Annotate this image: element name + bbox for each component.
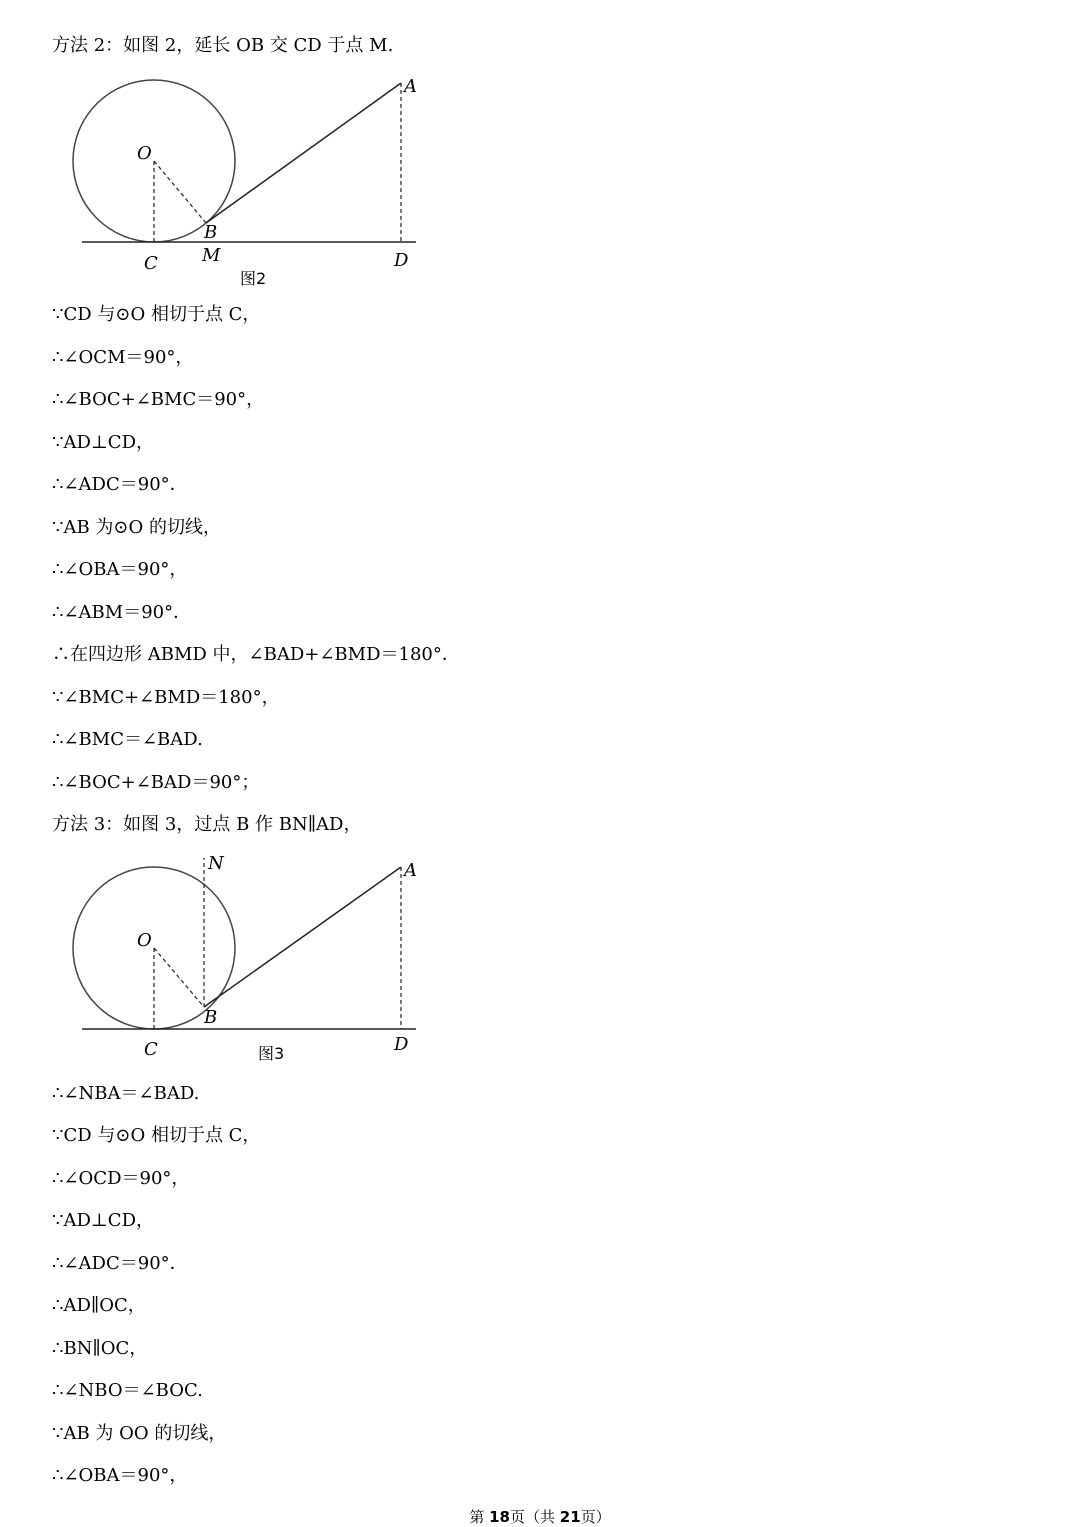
text-line: ∴∠BOC+∠BMC＝90°， bbox=[52, 389, 265, 410]
text-line: ∴∠NBA＝∠BAD. bbox=[52, 1083, 200, 1104]
text-line: ∴BN∥OC， bbox=[52, 1338, 148, 1359]
footer-suffix: 页） bbox=[580, 1508, 611, 1526]
text-line: ∵CD 与⊙O 相切于点 C， bbox=[52, 304, 261, 325]
figure-2 bbox=[50, 70, 422, 290]
label-m: M bbox=[202, 245, 221, 266]
segment-ob bbox=[154, 161, 206, 223]
text-line: ∴∠OCM＝90°， bbox=[52, 347, 194, 368]
label-o: O bbox=[137, 930, 152, 951]
text-line: ∴∠ADC＝90°． bbox=[52, 1253, 188, 1274]
text-line: ∴∠BMC＝∠BAD. bbox=[52, 729, 203, 750]
text-line: ∴∠OBA＝90°， bbox=[52, 1465, 188, 1486]
text-line: ∵AD⊥CD， bbox=[52, 1210, 155, 1231]
text-line: ∵AD⊥CD， bbox=[52, 432, 155, 453]
text-line: ∴∠NBO＝∠BOC. bbox=[52, 1380, 203, 1401]
figure-2-diagram bbox=[50, 70, 422, 290]
figure-3 bbox=[50, 852, 422, 1064]
figure-3-diagram bbox=[50, 852, 422, 1064]
text-line: ∴在四边形 ABMD 中，∠BAD+∠BMD＝180°． bbox=[52, 644, 460, 665]
label-d: D bbox=[394, 1034, 409, 1055]
method2-heading: 方法 2：如图 2，延长 OB 交 CD 于点 M. bbox=[52, 35, 394, 56]
footer-middle: 页（共 bbox=[509, 1508, 560, 1526]
label-c: C bbox=[144, 1039, 158, 1060]
label-o: O bbox=[137, 143, 152, 164]
method3-heading: 方法 3：如图 3，过点 B 作 BN∥AD， bbox=[52, 814, 362, 835]
footer-prefix: 第 bbox=[469, 1508, 490, 1526]
page-number: 18 bbox=[489, 1508, 510, 1526]
text-line: ∴∠BOC+∠BAD＝90°； bbox=[52, 772, 260, 793]
text-line: ∵CD 与⊙O 相切于点 C， bbox=[52, 1125, 261, 1146]
text-line: ∴AD∥OC， bbox=[52, 1295, 146, 1316]
figure-2-caption: 图2 bbox=[240, 269, 267, 288]
label-c: C bbox=[144, 253, 158, 274]
label-b: B bbox=[204, 1007, 218, 1028]
label-a: A bbox=[404, 860, 417, 881]
text-line: ∵∠BMC+∠BMD＝180°， bbox=[52, 687, 280, 708]
text-line: ∴∠OBA＝90°， bbox=[52, 559, 188, 580]
text-line: ∵AB 为⊙O 的切线， bbox=[52, 517, 221, 538]
figure-3-caption: 图3 bbox=[258, 1044, 285, 1063]
text-line: ∵AB 为 OO 的切线， bbox=[52, 1423, 227, 1444]
label-a: A bbox=[404, 76, 417, 97]
text-line: ∴∠ABM＝90°． bbox=[52, 602, 192, 623]
label-d: D bbox=[394, 250, 409, 271]
text-line: ∴∠ADC＝90°． bbox=[52, 474, 188, 495]
label-n: N bbox=[208, 853, 224, 874]
page-footer bbox=[0, 1506, 1080, 1527]
page-total: 21 bbox=[559, 1508, 581, 1526]
text-line: ∴∠OCD＝90°， bbox=[52, 1168, 190, 1189]
label-b: B bbox=[204, 222, 218, 243]
segment-ob bbox=[154, 948, 204, 1007]
